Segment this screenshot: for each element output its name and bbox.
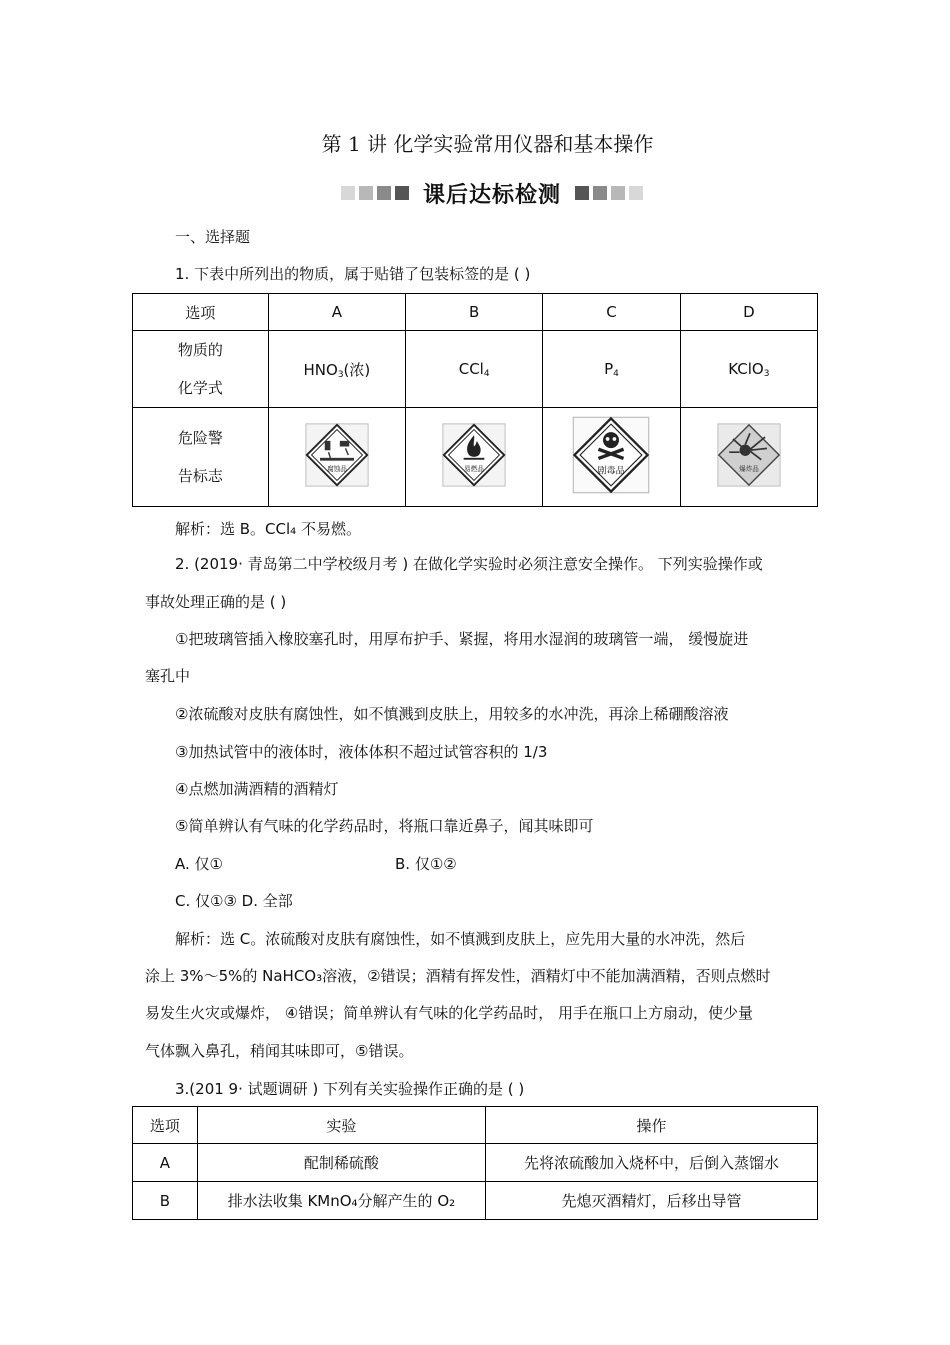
- banner-square: [377, 186, 391, 200]
- q2-item-2: ②浓硫酸对皮肤有腐蚀性，如不慎溅到皮肤上，用较多的水冲洗，再涂上稀硼酸溶液: [175, 705, 729, 723]
- sign-cell: [406, 408, 543, 507]
- sign-cell: [268, 408, 405, 507]
- operation-cell: 先将浓硫酸加入烧杯中，后倒入蒸馏水: [486, 1144, 818, 1182]
- section-heading: 一、选择题: [175, 228, 251, 246]
- banner-text: 课后达标检测: [422, 182, 561, 208]
- q2-analysis-1: 解析：选 C。浓硫酸对皮肤有腐蚀性，如不慎溅到皮肤上，应先用大量的水冲洗，然后: [175, 930, 746, 948]
- table-header: 实验: [197, 1107, 485, 1144]
- q2-item-4: ④点燃加满酒精的酒精灯: [175, 780, 339, 798]
- corrosive-hazard-icon: [304, 422, 370, 488]
- table-header: 选项: [133, 294, 269, 331]
- operation-cell: 先熄灭酒精灯，后移出导管: [486, 1182, 818, 1220]
- q3-table: [132, 1106, 818, 1220]
- table-row: [133, 1182, 818, 1220]
- q1-table: [132, 293, 818, 507]
- section-banner: [308, 178, 676, 208]
- row-label: 物质的 化学式: [133, 331, 269, 408]
- svg-text:剧毒品: 剧毒品: [597, 466, 626, 477]
- table-header: C: [543, 294, 680, 331]
- banner-square: [359, 186, 373, 200]
- banner-square: [593, 186, 607, 200]
- banner-square: [395, 186, 409, 200]
- q2-item-3: ③加热试管中的液体时，液体体积不超过试管容积的 1/3: [175, 743, 548, 761]
- svg-text:爆炸品: 爆炸品: [738, 465, 759, 474]
- q2-item-1: ①把玻璃管插入橡胶塞孔时，用厚布护手、紧握，将用水湿润的玻璃管一端， 缓慢旋进: [175, 630, 749, 648]
- svg-text:腐蚀品: 腐蚀品: [326, 465, 347, 474]
- formula-cell: KClO$_3$: [680, 331, 817, 408]
- table-row: [133, 408, 818, 507]
- table-header: 操作: [486, 1107, 818, 1144]
- table-row: [133, 1107, 818, 1144]
- toxic-hazard-icon: [571, 415, 651, 495]
- q2-option-cd: C. 仅①③ D. 全部: [175, 892, 293, 910]
- sign-cell: [680, 408, 817, 507]
- experiment-cell: 排水法收集 KMnO₄分解产生的 O₂: [197, 1182, 485, 1220]
- flammable-hazard-icon: [441, 422, 507, 488]
- table-row: [133, 294, 818, 331]
- table-row: [133, 1144, 818, 1182]
- q2-option-a: A. 仅①: [175, 855, 223, 873]
- svg-text:易燃品: 易燃品: [464, 465, 485, 474]
- q2-option-b: B. 仅①②: [395, 855, 457, 873]
- q2-stem: 2. (2019· 青岛第二中学校级月考 ) 在做化学实验时必须注意安全操作。 下列实验操作或: [175, 555, 763, 573]
- q1-analysis: 解析：选 B。CCl₄ 不易燃。: [175, 520, 361, 538]
- table-header: A: [268, 294, 405, 331]
- formula-cell: $HNO_3$(浓): [268, 331, 405, 408]
- banner-square: [575, 186, 589, 200]
- banner-square: [611, 186, 625, 200]
- option-cell: A: [133, 1144, 198, 1182]
- q2-analysis-4: 气体飘入鼻孔，稍闻其味即可，⑤错误。: [145, 1042, 414, 1060]
- formula-cell: CCl$_4$: [406, 331, 543, 408]
- explosive-hazard-icon: [716, 422, 782, 488]
- banner-square: [629, 186, 643, 200]
- page-title: 第 1 讲 化学实验常用仪器和基本操作: [321, 132, 654, 156]
- q3-stem: 3.(201 9· 试题调研 ) 下列有关实验操作正确的是 ( ): [175, 1080, 525, 1098]
- experiment-cell: 配制稀硫酸: [197, 1144, 485, 1182]
- q2-item-1-cont: 塞孔中: [145, 667, 191, 685]
- banner-square: [341, 186, 355, 200]
- formula-cell: $P_4$: [543, 331, 680, 408]
- q2-analysis-2: 涂上 3%～5%的 NaHCO₃溶液，②错误；酒精有挥发性，酒精灯中不能加满酒精，否则点燃时: [145, 967, 771, 985]
- row-label: 危险警 告标志: [133, 408, 269, 507]
- table-header: D: [680, 294, 817, 331]
- option-cell: B: [133, 1182, 198, 1220]
- table-row: [133, 331, 818, 408]
- table-header: B: [406, 294, 543, 331]
- sign-cell: [543, 408, 680, 507]
- table-header: 选项: [133, 1107, 198, 1144]
- q1-stem: 1. 下表中所列出的物质，属于贴错了包装标签的是 ( ): [175, 265, 531, 283]
- q2-item-5: ⑤简单辨认有气味的化学药品时，将瓶口靠近鼻子，闻其味即可: [175, 817, 594, 835]
- q2-analysis-3: 易发生火灾或爆炸， ④错误；简单辨认有气味的化学药品时， 用手在瓶口上方扇动，使少量: [145, 1004, 753, 1022]
- q2-stem-cont: 事故处理正确的是 ( ): [145, 593, 287, 611]
